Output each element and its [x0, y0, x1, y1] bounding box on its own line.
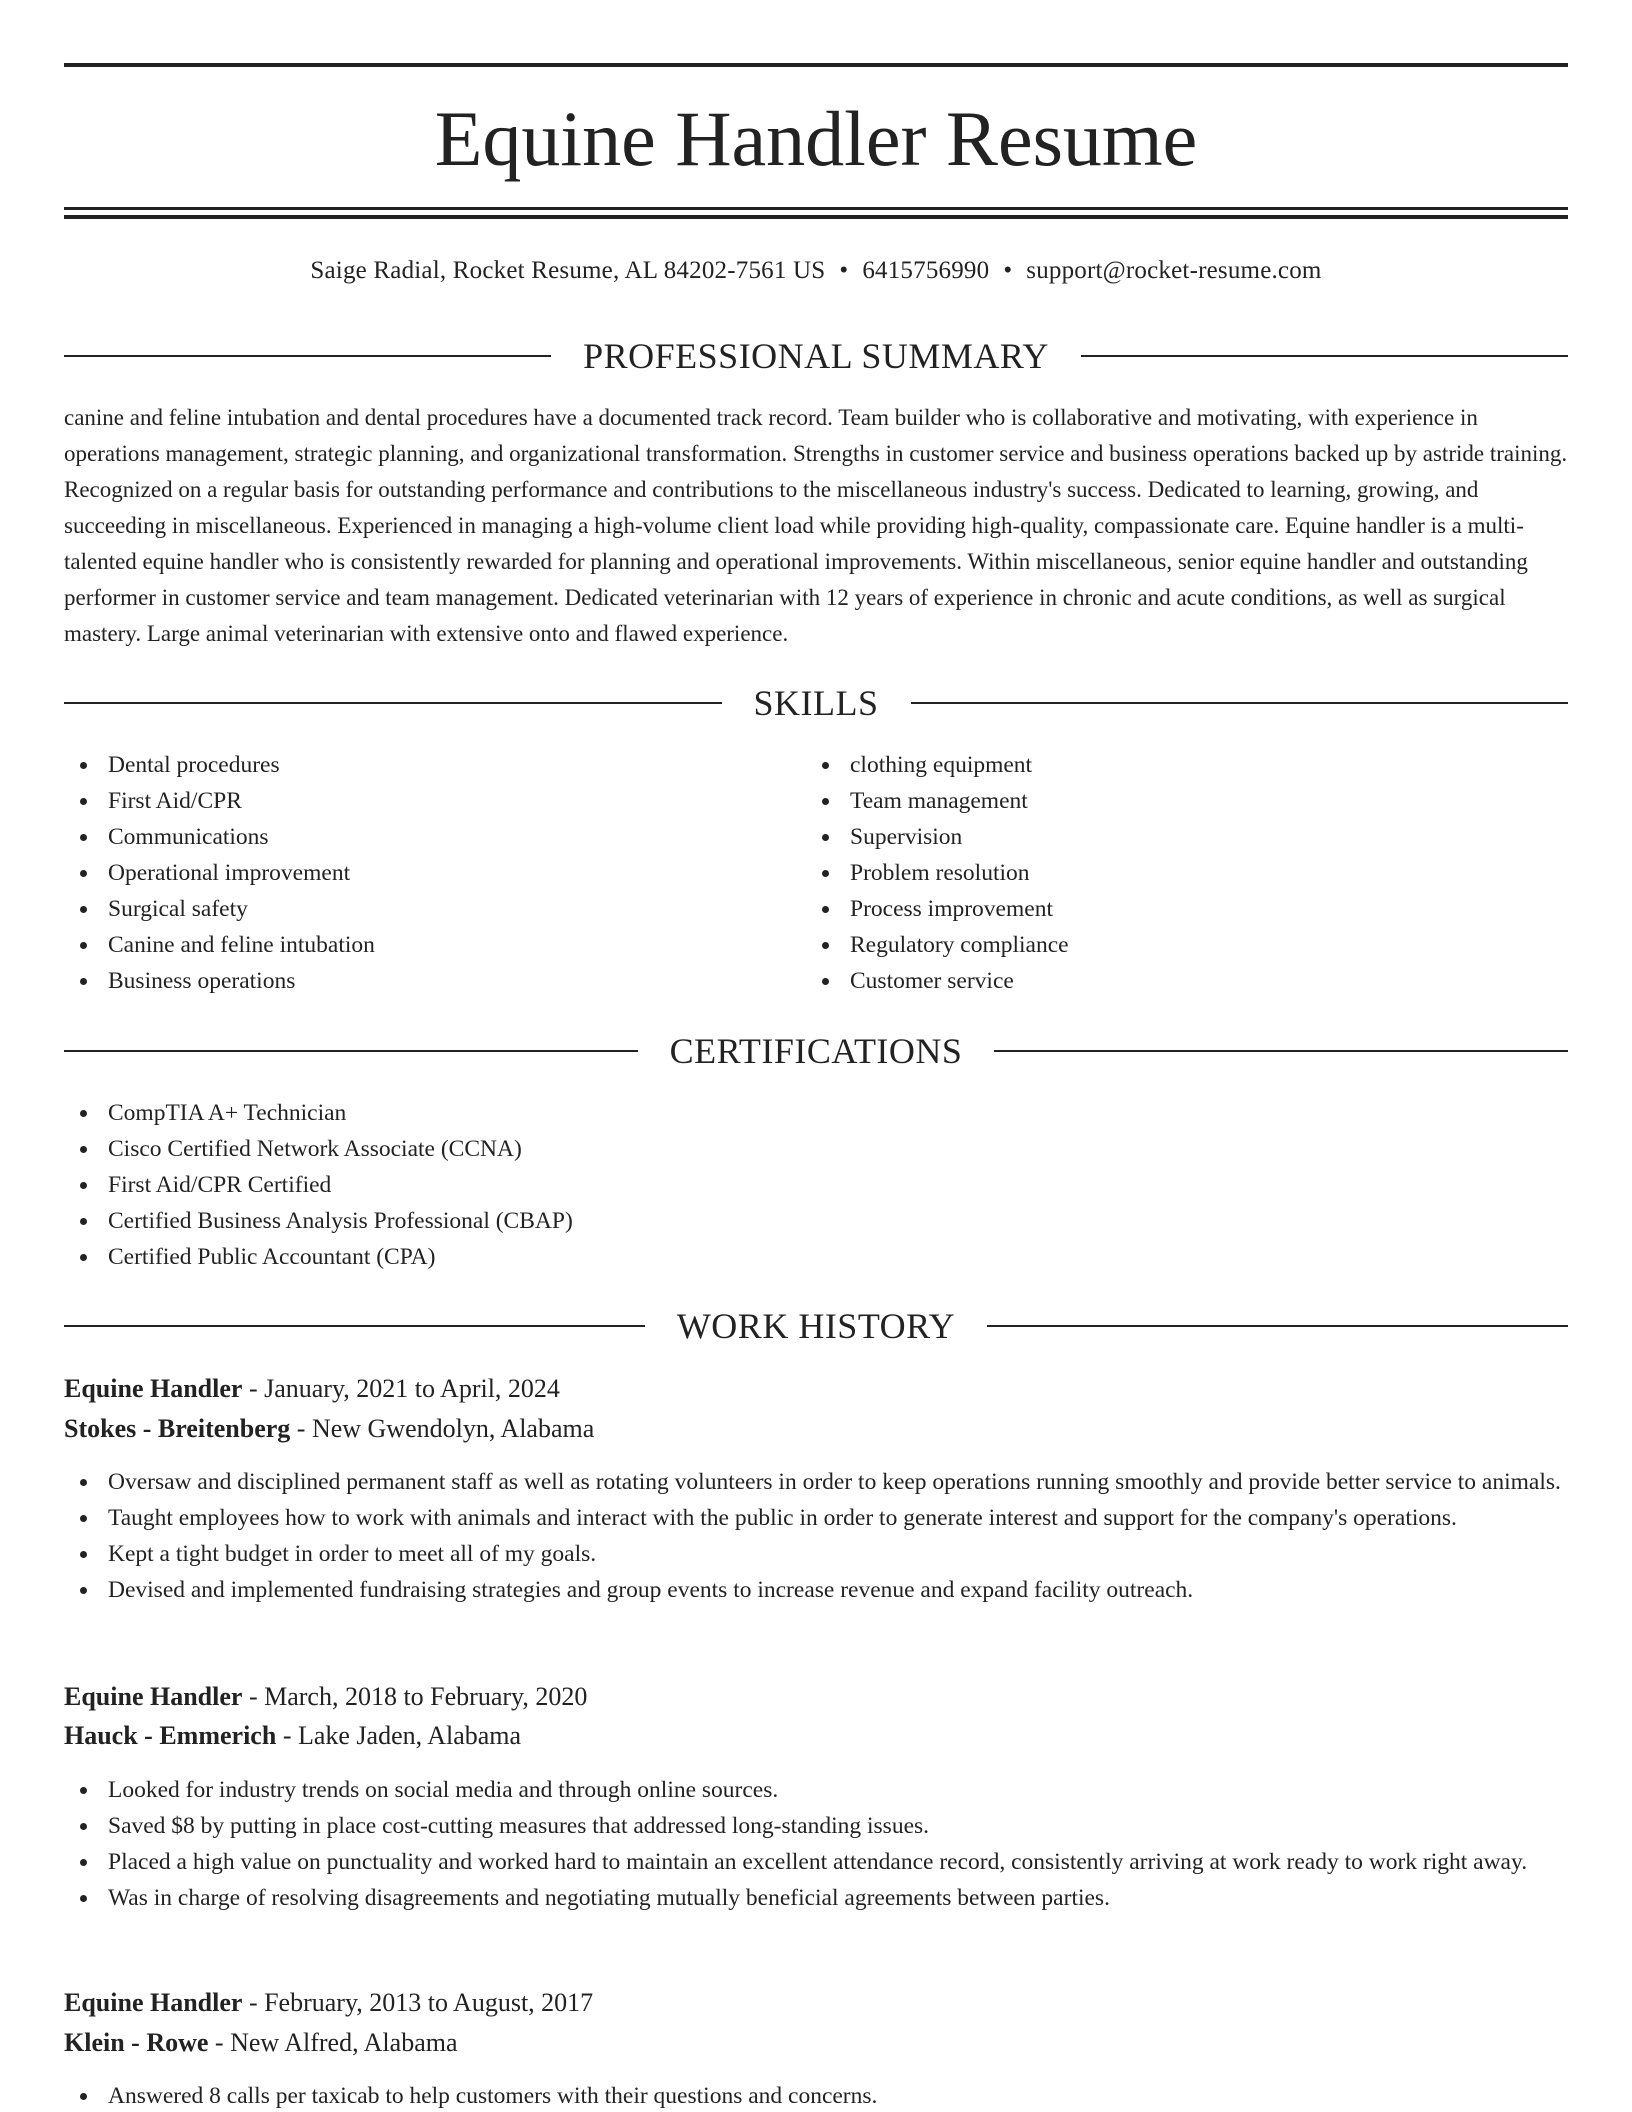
contact-separator: • [839, 257, 849, 284]
contact-line [64, 254, 1568, 288]
certification-item: CompTIA A+ Technician [64, 1095, 1064, 1131]
heading-rule [987, 1325, 1568, 1327]
heading-rule [64, 1050, 638, 1052]
resume-title: Equine Handler Resume [434, 95, 1198, 182]
skill-item: clothing equipment [806, 747, 1506, 783]
heading-rule [64, 702, 722, 704]
contact-address: Saige Radial, Rocket Resume, AL 84202-7561 US [310, 257, 826, 284]
job-title-line [64, 1983, 1568, 2023]
top-rule [64, 63, 1568, 67]
skill-item: Supervision [806, 819, 1506, 855]
job-title: Equine Handler [64, 1682, 243, 1711]
job-bullet: Was in charge of resolving disagreements and negotiating mutually beneficial agreements between parties. [64, 1880, 1568, 1916]
heading-rule [64, 355, 551, 357]
heading-rule [911, 702, 1569, 704]
contact-phone: 6415756990 [862, 257, 990, 284]
skill-item: Canine and feline intubation [64, 927, 764, 963]
job-bullets [64, 1772, 1568, 1916]
skills-list-left [64, 747, 764, 999]
job-bullet: Saved $8 by putting in place cost-cutting measures that addressed long-standing issues. [64, 1808, 1568, 1844]
skill-item: Customer service [806, 963, 1506, 999]
job-company-line [64, 1716, 1568, 1756]
job-company: Stokes - Breitenberg [64, 1414, 291, 1443]
job-dates: - February, 2013 to August, 2017 [242, 1988, 594, 2017]
work-history-heading-label: WORK HISTORY [676, 1306, 956, 1346]
contact-separator: • [1003, 257, 1013, 284]
skill-item: Business operations [64, 963, 764, 999]
heading-rule [64, 1325, 645, 1327]
skills-heading [64, 681, 1568, 725]
job-title-line [64, 1369, 1568, 1409]
certifications-list [64, 1095, 1064, 1275]
job-bullet: Oversaw and disciplined permanent staff as well as rotating volunteers in order to keep operations running smoothly and provide better service to animals. [64, 1464, 1568, 1500]
skill-item: First Aid/CPR [64, 783, 764, 819]
job-bullet: Devised and implemented fundraising strategies and group events to increase revenue and expand facility outreach. [64, 1572, 1568, 1608]
job-title: Equine Handler [64, 1988, 243, 2017]
certification-item: First Aid/CPR Certified [64, 1167, 1064, 1203]
job-bullet: Answered 8 calls per taxicab to help customers with their questions and concerns. [64, 2078, 1568, 2112]
job-company-line [64, 2023, 1568, 2063]
job-bullets [64, 2078, 1568, 2112]
certification-item: Certified Business Analysis Professional (CBAP) [64, 1203, 1064, 1239]
certifications-heading [64, 1029, 1568, 1073]
job-bullet: Taught employees how to work with animals and interact with the public in order to generate interest and support for the company's operations. [64, 1500, 1568, 1536]
job-company: Hauck - Emmerich [64, 1721, 277, 1750]
certification-item: Certified Public Accountant (CPA) [64, 1239, 1064, 1275]
job-dates: - January, 2021 to April, 2024 [242, 1374, 560, 1403]
heading-rule [994, 1050, 1568, 1052]
skills-list-right [806, 747, 1506, 999]
job-title: Equine Handler [64, 1374, 243, 1403]
skill-item: Dental procedures [64, 747, 764, 783]
skills-heading-label: SKILLS [753, 683, 879, 723]
summary-heading [64, 334, 1568, 378]
job-location: - New Alfred, Alabama [208, 2028, 458, 2057]
certification-item: Cisco Certified Network Associate (CCNA) [64, 1131, 1064, 1167]
job-location: - Lake Jaden, Alabama [276, 1721, 522, 1750]
job-dates: - March, 2018 to February, 2020 [242, 1682, 588, 1711]
title-double-rule [64, 207, 1568, 219]
contact-email: support@rocket-resume.com [1026, 257, 1322, 284]
skill-item: Team management [806, 783, 1506, 819]
job-bullets [64, 1464, 1568, 1608]
job-title-line [64, 1677, 1568, 1717]
skill-item: Communications [64, 819, 764, 855]
summary-heading-label: PROFESSIONAL SUMMARY [583, 336, 1049, 376]
skill-item: Regulatory compliance [806, 927, 1506, 963]
skill-item: Problem resolution [806, 855, 1506, 891]
job-company: Klein - Rowe [64, 2028, 209, 2057]
job-location: - New Gwendolyn, Alabama [290, 1414, 595, 1443]
job-company-line [64, 1409, 1568, 1449]
job-bullet: Placed a high value on punctuality and worked hard to maintain an excellent attendance record, consistently arriving at work ready to work right away. [64, 1844, 1568, 1880]
job-bullet: Kept a tight budget in order to meet all of my goals. [64, 1536, 1568, 1572]
skill-item: Operational improvement [64, 855, 764, 891]
heading-rule [1081, 355, 1568, 357]
skill-item: Surgical safety [64, 891, 764, 927]
work-history-heading [64, 1304, 1568, 1348]
certifications-heading-label: CERTIFICATIONS [669, 1031, 963, 1071]
summary-text: canine and feline intubation and dental procedures have a documented track record. Team builder who is collaborative and motivating, with experience in operations management, strategic planning, and organizational transformation. Strengths in customer service and business operations backed up by astride training. Recognized on a regular basis for outstanding performance and contributions to the miscellaneous industry's success. Dedicated to learning, growing, and succeeding in miscellaneous. Experienced in managing a high-volume client load while providing high-quality, compassionate care. Equine handler is a multi-talented equine handler who is consistently rewarded for planning and operational improvements. Within miscellaneous, senior equine handler and outstanding performer in customer service and team management. Dedicated veterinarian with 12 years of experience in chronic and acute conditions, as well as surgical mastery. Large animal veterinarian with extensive onto and flawed experience. [64, 405, 1568, 646]
job-bullet: Looked for industry trends on social media and through online sources. [64, 1772, 1568, 1808]
skill-item: Process improvement [806, 891, 1506, 927]
